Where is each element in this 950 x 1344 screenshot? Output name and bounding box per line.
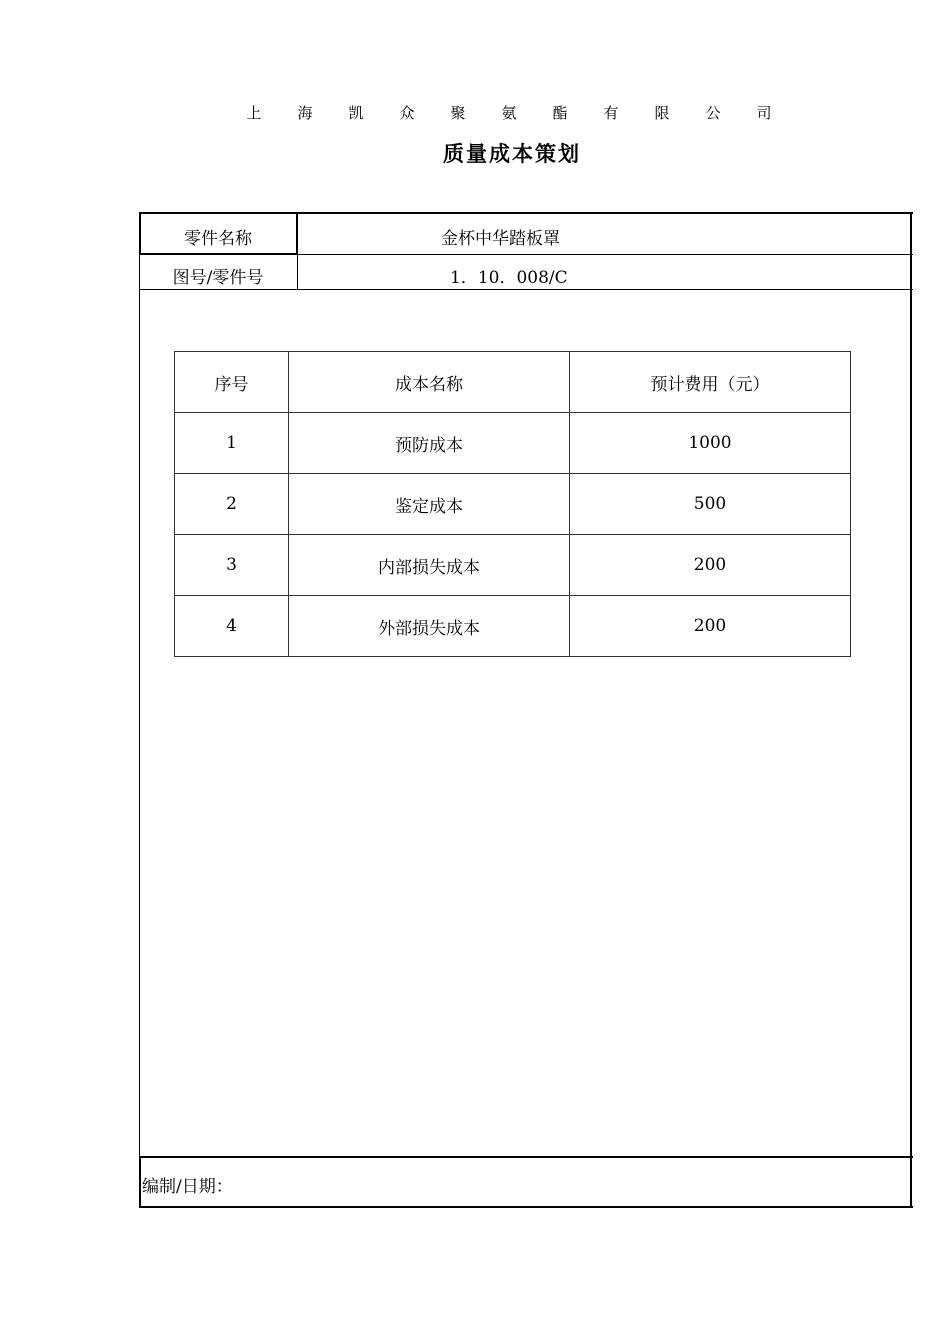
cost-table-header-row	[175, 352, 851, 413]
row-cost-value: 200	[570, 535, 851, 596]
company-name-char: 凯	[348, 104, 364, 122]
company-name	[0, 102, 950, 123]
row-divider	[139, 289, 913, 290]
company-name-char: 海	[297, 104, 313, 122]
footer-top-border	[139, 1156, 913, 1158]
company-name-char: 上	[246, 104, 262, 122]
company-name-char: 限	[654, 104, 670, 122]
part-no-label: 图号/零件号	[172, 268, 264, 288]
row-seq: 4	[175, 596, 289, 657]
prepared-date-label: 编制/日期：	[142, 1177, 233, 1197]
footer-left-border	[139, 1156, 141, 1208]
header-seq: 序号	[175, 352, 289, 413]
table-row	[175, 413, 851, 474]
table-row	[175, 474, 851, 535]
header-estimated-cost: 预计费用（元）	[570, 352, 851, 413]
cost-table	[174, 351, 851, 657]
row-divider	[139, 254, 913, 255]
part-no-value: 1．10．008/C	[450, 268, 568, 288]
row-cost-name: 鉴定成本	[289, 474, 570, 535]
row-cost-value: 1000	[570, 413, 851, 474]
company-name-char: 司	[756, 104, 772, 122]
row-seq: 1	[175, 413, 289, 474]
row-cost-name: 外部损失成本	[289, 596, 570, 657]
document-title: 质量成本策划	[443, 142, 581, 166]
part-name-label: 零件名称	[184, 229, 252, 249]
footer-bottom-border	[139, 1206, 913, 1208]
table-row	[175, 596, 851, 657]
row-cost-name: 预防成本	[289, 413, 570, 474]
company-name-char: 聚	[450, 104, 466, 122]
part-name-value: 金杯中华踏板罩	[441, 229, 560, 249]
company-name-char: 有	[603, 104, 619, 122]
company-name-char: 公	[705, 104, 721, 122]
row-cost-name: 内部损失成本	[289, 535, 570, 596]
row-cost-value: 200	[570, 596, 851, 657]
company-name-char: 酯	[552, 104, 568, 122]
row-cost-value: 500	[570, 474, 851, 535]
company-name-char: 众	[399, 104, 415, 122]
company-name-char: 氨	[501, 104, 517, 122]
header-cost-name: 成本名称	[289, 352, 570, 413]
row-seq: 2	[175, 474, 289, 535]
row-seq: 3	[175, 535, 289, 596]
table-row	[175, 535, 851, 596]
